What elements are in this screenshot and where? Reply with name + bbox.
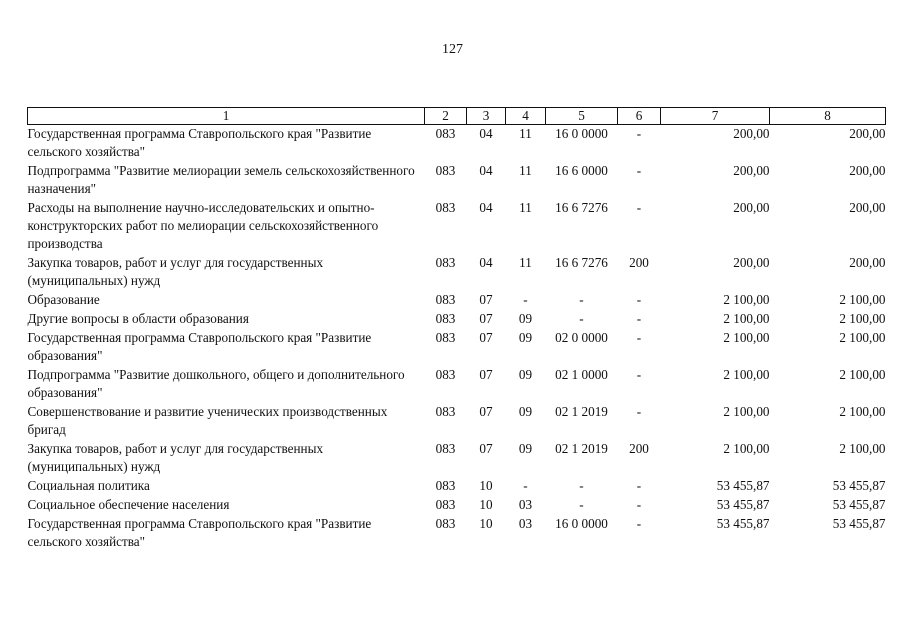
amount-col8: 2 100,00 — [839, 292, 886, 307]
target-article-code: 02 0 0000 — [555, 330, 608, 345]
admin-code: 083 — [435, 367, 456, 382]
subsection-code: 11 — [519, 255, 532, 270]
expense-type-code: - — [636, 497, 642, 512]
section-code: 04 — [479, 126, 493, 141]
admin-code: 083 — [435, 255, 456, 270]
section-code: 10 — [479, 497, 493, 512]
table-row — [28, 440, 886, 477]
amount-col7: 2 100,00 — [723, 404, 770, 419]
amount-col7: 2 100,00 — [723, 441, 770, 456]
target-article-code: 02 1 2019 — [555, 404, 608, 419]
admin-code: 083 — [435, 163, 456, 178]
expense-name: Закупка товаров, работ и услуг для государственных (муниципальных) нужд — [27, 441, 324, 474]
expense-name: Закупка товаров, работ и услуг для государственных (муниципальных) нужд — [27, 255, 324, 288]
target-article-code: - — [579, 478, 584, 493]
amount-col8: 200,00 — [849, 126, 886, 141]
section-code: 07 — [479, 292, 493, 307]
section-code: 04 — [479, 255, 493, 270]
target-article-code: 16 6 7276 — [555, 200, 608, 215]
amount-col7: 2 100,00 — [723, 367, 770, 382]
subsection-code: 09 — [518, 367, 533, 382]
expense-name: Совершенствование и развитие ученических производственных бригад — [27, 404, 388, 437]
header-cell: 3 — [467, 108, 506, 125]
subsection-code: 03 — [518, 497, 533, 512]
amount-col7: 200,00 — [733, 255, 770, 270]
amount-col8: 53 455,87 — [832, 516, 886, 531]
table-row — [28, 291, 886, 310]
subsection-code: 09 — [518, 441, 533, 456]
amount-col8: 2 100,00 — [839, 311, 886, 326]
subsection-code: 09 — [518, 330, 533, 345]
expense-type-code: 200 — [629, 255, 649, 270]
admin-code: 083 — [435, 311, 456, 326]
table-row — [28, 162, 886, 199]
expense-name: Государственная программа Ставропольского края "Развитие образования" — [27, 330, 372, 363]
amount-col8: 2 100,00 — [839, 367, 886, 382]
amount-col7: 53 455,87 — [716, 516, 770, 531]
section-code: 10 — [479, 516, 493, 531]
admin-code: 083 — [435, 404, 456, 419]
amount-col7: 2 100,00 — [723, 330, 770, 345]
expense-name: Подпрограмма "Развитие мелиорации земель сельскохозяйственного назначения" — [27, 163, 415, 196]
header-cell: 7 — [661, 108, 770, 125]
expense-name: Государственная программа Ставропольского края "Развитие сельского хозяйства" — [27, 126, 372, 159]
amount-col8: 2 100,00 — [839, 330, 886, 345]
admin-code: 083 — [435, 330, 456, 345]
subsection-code: 11 — [519, 200, 532, 215]
subsection-code: 09 — [518, 404, 533, 419]
budget-table — [27, 107, 886, 552]
header-cell: 5 — [546, 108, 618, 125]
amount-col8: 53 455,87 — [832, 497, 886, 512]
expense-name: Государственная программа Ставропольского края "Развитие сельского хозяйства" — [27, 516, 372, 549]
table-row — [28, 515, 886, 552]
amount-col7: 200,00 — [733, 126, 770, 141]
target-article-code: - — [579, 292, 584, 307]
amount-col7: 2 100,00 — [723, 292, 770, 307]
table-row — [28, 329, 886, 366]
amount-col8: 2 100,00 — [839, 441, 886, 456]
admin-code: 083 — [435, 292, 456, 307]
admin-code: 083 — [435, 478, 456, 493]
table-row — [28, 254, 886, 291]
admin-code: 083 — [435, 516, 456, 531]
table-row — [28, 199, 886, 254]
subsection-code: - — [523, 292, 528, 307]
expense-type-code: - — [636, 478, 642, 493]
table-row — [28, 403, 886, 440]
amount-col8: 53 455,87 — [832, 478, 886, 493]
expense-name: Подпрограмма "Развитие дошкольного, общего и дополнительного образования" — [27, 367, 405, 400]
table-row — [28, 125, 886, 163]
section-code: 07 — [479, 330, 493, 345]
amount-col8: 2 100,00 — [839, 404, 886, 419]
expense-type-code: - — [636, 126, 642, 141]
subsection-code: 11 — [519, 126, 532, 141]
expense-type-code: - — [636, 516, 642, 531]
admin-code: 083 — [435, 497, 456, 512]
page-number: 127 — [442, 42, 463, 57]
subsection-code: 03 — [518, 516, 533, 531]
subsection-code: 09 — [518, 311, 533, 326]
expense-type-code: - — [636, 163, 642, 178]
target-article-code: 16 6 0000 — [555, 163, 608, 178]
header-cell: 6 — [618, 108, 661, 125]
section-code: 07 — [479, 441, 493, 456]
section-code: 07 — [479, 404, 493, 419]
target-article-code: - — [579, 311, 584, 326]
header-cell: 2 — [425, 108, 467, 125]
subsection-code: 11 — [519, 163, 532, 178]
amount-col8: 200,00 — [849, 200, 886, 215]
amount-col7: 53 455,87 — [716, 478, 770, 493]
amount-col7: 200,00 — [733, 200, 770, 215]
expense-name: Другие вопросы в области образования — [27, 311, 249, 326]
expense-type-code: 200 — [629, 441, 649, 456]
target-article-code: 16 0 0000 — [555, 126, 608, 141]
expense-type-code: - — [636, 330, 642, 345]
target-article-code: 16 0 0000 — [555, 516, 608, 531]
section-code: 10 — [479, 478, 493, 493]
expense-type-code: - — [636, 200, 642, 215]
target-article-code: 02 1 0000 — [555, 367, 608, 382]
expense-type-code: - — [636, 404, 642, 419]
target-article-code: 02 1 2019 — [555, 441, 608, 456]
amount-col8: 200,00 — [849, 163, 886, 178]
expense-type-code: - — [636, 292, 642, 307]
table-row — [28, 366, 886, 403]
expense-name: Социальное обеспечение населения — [27, 497, 230, 512]
section-code: 07 — [479, 367, 493, 382]
table-row — [28, 496, 886, 515]
section-code: 04 — [479, 200, 493, 215]
expense-name: Расходы на выполнение научно-исследовательских и опытно-конструкторских работ по мелиорации сельскохозяйственного производства — [27, 200, 379, 251]
target-article-code: - — [579, 497, 584, 512]
expense-name: Социальная политика — [27, 478, 150, 493]
amount-col8: 200,00 — [849, 255, 886, 270]
admin-code: 083 — [435, 126, 456, 141]
section-code: 07 — [479, 311, 493, 326]
admin-code: 083 — [435, 441, 456, 456]
amount-col7: 200,00 — [733, 163, 770, 178]
admin-code: 083 — [435, 200, 456, 215]
subsection-code: - — [523, 478, 528, 493]
amount-col7: 53 455,87 — [716, 497, 770, 512]
header-row — [28, 108, 886, 125]
table-row — [28, 310, 886, 329]
expense-name: Образование — [27, 292, 100, 307]
header-cell: 8 — [770, 108, 886, 125]
table-row — [28, 477, 886, 496]
amount-col7: 2 100,00 — [723, 311, 770, 326]
expense-type-code: - — [636, 367, 642, 382]
expense-type-code: - — [636, 311, 642, 326]
header-cell: 4 — [506, 108, 546, 125]
section-code: 04 — [479, 163, 493, 178]
target-article-code: 16 6 7276 — [555, 255, 608, 270]
header-cell: 1 — [28, 108, 425, 125]
